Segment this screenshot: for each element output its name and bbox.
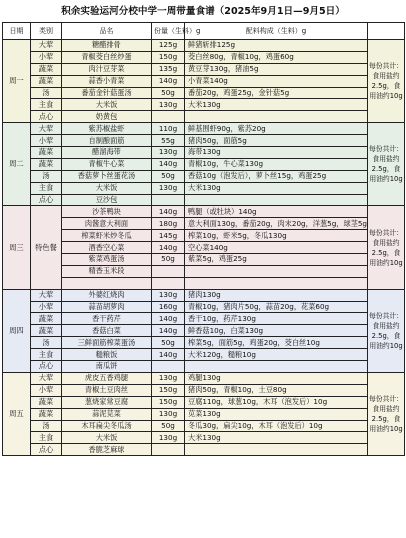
- dish-cell: 香菇白菜: [62, 325, 152, 337]
- dish-cell: 蒜香小青菜: [62, 75, 152, 87]
- ingredients-cell: [185, 277, 368, 289]
- ingredients-cell: 大米130g: [185, 99, 368, 111]
- portion-cell: 55g: [152, 135, 185, 147]
- table-row: [3, 242, 405, 254]
- portion-cell: 130g: [152, 408, 185, 420]
- header-row: [3, 23, 405, 40]
- type-cell: 蔬菜: [31, 396, 62, 408]
- dish-cell: 大米饭: [62, 182, 152, 194]
- dish-cell: 番茄金针菇蛋汤: [62, 87, 152, 99]
- nutrition-note-cell: 每份共计：食用盐约2.5g，食用油约10g: [368, 123, 405, 206]
- ingredients-cell: 香菇10g（泡发后），萝卜丝15g，鸡蛋25g: [185, 170, 368, 182]
- portion-cell: 145g: [152, 230, 185, 242]
- type-cell: 汤: [31, 420, 62, 432]
- table-row: [3, 372, 405, 384]
- table-row: [3, 349, 405, 361]
- ingredients-cell: 大米130g: [185, 432, 368, 444]
- dish-cell: 青椒茭白丝炒蛋: [62, 51, 152, 63]
- ingredients-cell: 豆腐110g，球葱10g，木耳（泡发后）10g: [185, 396, 368, 408]
- dish-cell: 南瓜饼: [62, 361, 152, 373]
- type-cell: 蔬菜: [31, 325, 62, 337]
- portion-cell: 50g: [152, 420, 185, 432]
- portion-cell: 50g: [152, 254, 185, 266]
- ingredients-cell: 冬瓜30g，扁尖10g，木耳（泡发后）10g: [185, 420, 368, 432]
- table-row: [3, 289, 405, 301]
- dish-cell: 醋溜海带: [62, 147, 152, 159]
- portion-cell: 50g: [152, 170, 185, 182]
- nutrition-note-cell: 每份共计：食用盐约2.5g，食用油约10g: [368, 40, 405, 123]
- portion-cell: 50g: [152, 87, 185, 99]
- ingredients-cell: 空心菜140g: [185, 242, 368, 254]
- header-dish: 品名: [62, 23, 152, 40]
- dish-cell: 三鲜面筋榨菜蛋汤: [62, 337, 152, 349]
- portion-cell: 160g: [152, 301, 185, 313]
- type-cell: 主食: [31, 432, 62, 444]
- dish-cell: 沙茶鸭块: [62, 206, 152, 218]
- portion-cell: 130g: [152, 289, 185, 301]
- ingredients-cell: 青椒10g，牛心菜130g: [185, 158, 368, 170]
- day-cell: 周四: [3, 289, 31, 372]
- table-row: [3, 194, 405, 206]
- portion-cell: 150g: [152, 384, 185, 396]
- dish-cell: 肉汁豆芽菜: [62, 63, 152, 75]
- table-row: [3, 51, 405, 63]
- dish-cell: 肉酱意大利面: [62, 218, 152, 230]
- ingredients-cell: 榨菜5g，面筋5g，鸡蛋20g，茭白丝10g: [185, 337, 368, 349]
- table-row: [3, 301, 405, 313]
- ingredients-cell: [185, 111, 368, 123]
- ingredients-cell: 苋菜130g: [185, 408, 368, 420]
- type-cell: 点心: [31, 444, 62, 456]
- dish-cell: 糙粮饭: [62, 349, 152, 361]
- ingredients-cell: 青椒10g，猪肉片50g，蒜苗20g，花菜60g: [185, 301, 368, 313]
- table-row: [3, 63, 405, 75]
- header-category: 类别: [31, 23, 62, 40]
- table-row: [3, 384, 405, 396]
- type-cell: 汤: [31, 87, 62, 99]
- type-cell: 主食: [31, 182, 62, 194]
- dish-cell: 青椒牛心菜: [62, 158, 152, 170]
- nutrition-note-cell: 每份共计：食用盐约2.5g，食用油约10g: [368, 289, 405, 372]
- dish-cell: [62, 277, 152, 289]
- ingredients-cell: 黄豆芽130g，猪油5g: [185, 63, 368, 75]
- portion-cell: [152, 194, 185, 206]
- type-cell: 大荤: [31, 289, 62, 301]
- portion-cell: 140g: [152, 206, 185, 218]
- portion-cell: 50g: [152, 337, 185, 349]
- table-row: [3, 265, 405, 277]
- header-note: [368, 23, 405, 40]
- dish-cell: 奶黄包: [62, 111, 152, 123]
- portion-cell: 150g: [152, 396, 185, 408]
- ingredients-cell: 香干10g，药芹130g: [185, 313, 368, 325]
- ingredients-cell: 紫菜5g，鸡蛋25g: [185, 254, 368, 266]
- table-row: [3, 40, 405, 52]
- type-cell: 蔬菜: [31, 63, 62, 75]
- type-cell: 大荤: [31, 372, 62, 384]
- ingredients-cell: 海带130g: [185, 147, 368, 159]
- type-cell: 大荤: [31, 123, 62, 135]
- table-row: [3, 206, 405, 218]
- table-row: [3, 218, 405, 230]
- table-row: [3, 432, 405, 444]
- ingredients-cell: 鸭腿（或牡块）140g: [185, 206, 368, 218]
- ingredients-cell: [185, 444, 368, 456]
- ingredients-cell: 鲜基围虾90g，紫苏20g: [185, 123, 368, 135]
- type-cell: 小荤: [31, 301, 62, 313]
- dish-cell: 大米饭: [62, 432, 152, 444]
- table-row: [3, 420, 405, 432]
- ingredients-cell: 茭白丝80g，青椒10g，鸡蛋60g: [185, 51, 368, 63]
- nutrition-note-cell: 每份共计：食用盐约2.5g，食用油约10g: [368, 206, 405, 289]
- table-row: [3, 170, 405, 182]
- table-row: [3, 444, 405, 456]
- portion-cell: 110g: [152, 123, 185, 135]
- type-cell: 主食: [31, 99, 62, 111]
- table-row: [3, 158, 405, 170]
- portion-cell: 140g: [152, 349, 185, 361]
- page-title: 积余实验运河分校中学一周带量食谱（2025年9月1日—9月5日）: [61, 6, 345, 17]
- type-cell: 点心: [31, 361, 62, 373]
- dish-cell: 榨菜虾米炒冬瓜: [62, 230, 152, 242]
- type-cell: 蔬菜: [31, 75, 62, 87]
- table-row: [3, 111, 405, 123]
- type-cell: 蔬菜: [31, 408, 62, 420]
- table-row: [3, 87, 405, 99]
- ingredients-cell: [185, 361, 368, 373]
- ingredients-cell: 猪肉50g，面筋5g: [185, 135, 368, 147]
- dish-cell: 香菇萝卜丝蛋花汤: [62, 170, 152, 182]
- type-cell: 小荤: [31, 51, 62, 63]
- table-row: [3, 99, 405, 111]
- dish-cell: 糖醋排骨: [62, 40, 152, 52]
- header-ingredients: 配料构成（生料）g: [185, 23, 368, 40]
- ingredients-cell: [185, 194, 368, 206]
- table-row: [3, 361, 405, 373]
- portion-cell: 150g: [152, 51, 185, 63]
- table-row: [3, 182, 405, 194]
- ingredients-cell: 鲜猪斩排125g: [185, 40, 368, 52]
- portion-cell: 135g: [152, 63, 185, 75]
- portion-cell: 130g: [152, 147, 185, 159]
- ingredients-cell: 鸡腿130g: [185, 372, 368, 384]
- day-cell: 周三: [3, 206, 31, 289]
- table-row: [3, 325, 405, 337]
- dish-cell: 豆沙包: [62, 194, 152, 206]
- portion-cell: 130g: [152, 432, 185, 444]
- dish-cell: 虎皮五香鸡腿: [62, 372, 152, 384]
- portion-cell: 130g: [152, 372, 185, 384]
- weekly-menu-table: [2, 22, 405, 456]
- portion-cell: [152, 277, 185, 289]
- portion-cell: [152, 444, 185, 456]
- portion-cell: 130g: [152, 182, 185, 194]
- portion-cell: 140g: [152, 313, 185, 325]
- dish-cell: 香干药芹: [62, 313, 152, 325]
- type-cell: 汤: [31, 337, 62, 349]
- type-cell: 蔬菜: [31, 147, 62, 159]
- dish-cell: 自制酿面筋: [62, 135, 152, 147]
- portion-cell: 130g: [152, 99, 185, 111]
- portion-cell: 140g: [152, 158, 185, 170]
- portion-cell: [152, 111, 185, 123]
- type-cell: 小荤: [31, 384, 62, 396]
- table-row: [3, 396, 405, 408]
- portion-cell: 140g: [152, 75, 185, 87]
- table-row: [3, 337, 405, 349]
- dish-cell: 香脆芝麻球: [62, 444, 152, 456]
- type-cell: 汤: [31, 170, 62, 182]
- table-row: [3, 123, 405, 135]
- type-cell: 蔬菜: [31, 158, 62, 170]
- portion-cell: [152, 361, 185, 373]
- dish-cell: 青椒土豆肉丝: [62, 384, 152, 396]
- header-day: 日期: [3, 23, 31, 40]
- ingredients-cell: 猪肉50g，青椒10g，土豆80g: [185, 384, 368, 396]
- ingredients-cell: 小青菜140g: [185, 75, 368, 87]
- portion-cell: 140g: [152, 242, 185, 254]
- portion-cell: 180g: [152, 218, 185, 230]
- type-cell: 点心: [31, 111, 62, 123]
- ingredients-cell: [185, 265, 368, 277]
- ingredients-cell: 榨菜10g，虾米5g，冬瓜130g: [185, 230, 368, 242]
- ingredients-cell: 大米130g: [185, 182, 368, 194]
- dish-cell: 紫苏椒盐虾: [62, 123, 152, 135]
- ingredients-cell: 大米120g，糙粮10g: [185, 349, 368, 361]
- ingredients-cell: 鲜香菇10g，白菜130g: [185, 325, 368, 337]
- dish-cell: 蒜苗胡萝肉: [62, 301, 152, 313]
- dish-cell: 蒜泥苋菜: [62, 408, 152, 420]
- type-cell: 蔬菜: [31, 313, 62, 325]
- table-row: [3, 313, 405, 325]
- dish-cell: 木耳扁尖冬瓜汤: [62, 420, 152, 432]
- table-row: [3, 254, 405, 266]
- type-cell: 主食: [31, 349, 62, 361]
- dish-cell: 精香玉米段: [62, 265, 152, 277]
- ingredients-cell: 意大利面130g，番茄20g，肉末20g，洋葱5g，球茎5g: [185, 218, 368, 230]
- table-row: [3, 75, 405, 87]
- table-row: [3, 408, 405, 420]
- day-cell: 周二: [3, 123, 31, 206]
- table-row: [3, 277, 405, 289]
- dish-cell: 外婆红烧肉: [62, 289, 152, 301]
- category-cell: 特色餐: [31, 206, 62, 289]
- dish-cell: 紫菜鸡蛋汤: [62, 254, 152, 266]
- dish-cell: 大米饭: [62, 99, 152, 111]
- ingredients-cell: 番茄20g，鸡蛋25g，金针菇5g: [185, 87, 368, 99]
- table-row: [3, 147, 405, 159]
- table-row: [3, 135, 405, 147]
- type-cell: 大荤: [31, 40, 62, 52]
- portion-cell: 140g: [152, 325, 185, 337]
- nutrition-note-cell: 每份共计：食用盐约2.5g，食用油约10g: [368, 372, 405, 455]
- menu-body: [3, 40, 405, 456]
- day-cell: 周一: [3, 40, 31, 123]
- day-cell: 周五: [3, 372, 31, 455]
- portion-cell: [152, 265, 185, 277]
- type-cell: 小荤: [31, 135, 62, 147]
- dish-cell: 葱烧家常豆腐: [62, 396, 152, 408]
- dish-cell: 酒香空心菜: [62, 242, 152, 254]
- header-portion: 份量（生料）g: [152, 23, 185, 40]
- portion-cell: 125g: [152, 40, 185, 52]
- ingredients-cell: 猪肉130g: [185, 289, 368, 301]
- table-row: [3, 230, 405, 242]
- type-cell: 点心: [31, 194, 62, 206]
